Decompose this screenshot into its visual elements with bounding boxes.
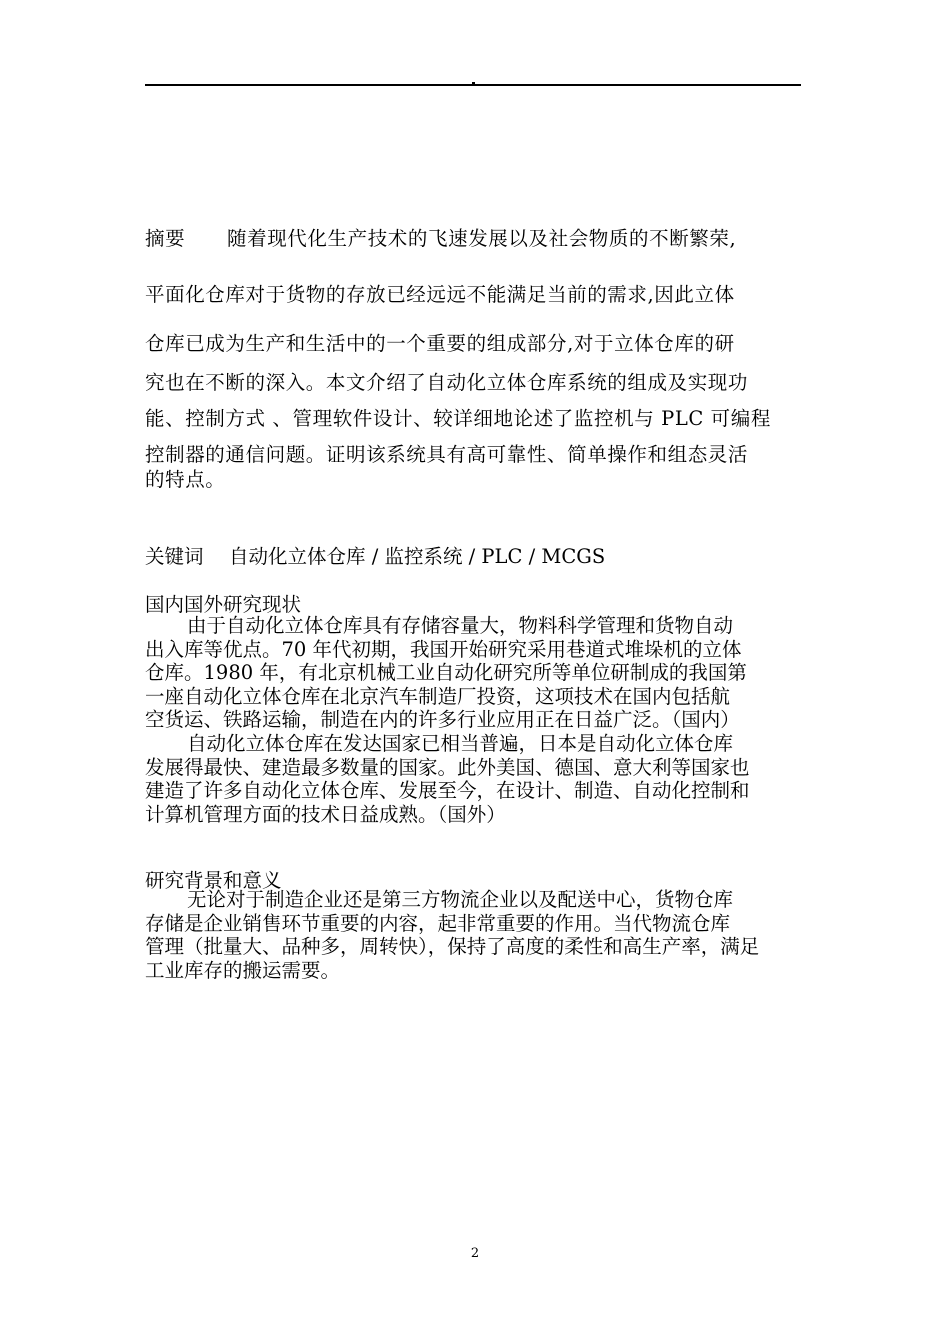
section-heading-research-status: 国内国外研究现状 — [145, 593, 302, 616]
abstract-line — [145, 223, 736, 251]
abstract-line: 仓库已成为生产和生活中的一个重要的组成部分,对于立体仓库的研 — [145, 332, 735, 355]
keywords-text: 自动化立体仓库 / 监控系统 / PLC / MCGS — [229, 545, 606, 568]
paragraph-line: 出入库等优点。70 年代初期，我国开始研究采用巷道式堆垛机的立体 — [145, 637, 742, 661]
page-number: 2 — [470, 1246, 480, 1261]
paragraph-line: 存储是企业销售环节重要的内容，起非常重要的作用。当代物流仓库 — [145, 911, 731, 935]
section-body-research-status — [145, 614, 807, 826]
abstract-line: 能、控制方式 、管理软件设计、较详细地论述了监控机与 PLC 可编程 — [145, 407, 771, 430]
paragraph-line: 管理（批量大、品种多，周转快），保持了高度的柔性和高生产率，满足 — [145, 935, 760, 959]
paragraph-line: 一座自动化立体仓库在北京汽车制造厂投资，这项技术在国内包括航 — [145, 684, 731, 708]
paragraph-line: 计算机管理方面的技术日益成熟。（国外） — [145, 802, 506, 826]
section-heading-background: 研究背景和意义 — [145, 869, 282, 892]
section-body-background — [145, 888, 807, 982]
paragraph-line-text: 自动化立体仓库在发达国家已相当普遍，日本是自动化立体仓库 — [187, 731, 734, 755]
paragraph-line: 仓库。1980 年，有北京机械工业自动化研究所等单位研制成的我国第 — [145, 661, 747, 685]
paragraph-line-text: 无论对于制造企业还是第三方物流企业以及配送中心，货物仓库 — [187, 888, 734, 911]
paragraph-line — [145, 614, 807, 638]
abstract-line: 究也在不断的深入。本文介绍了自动化立体仓库系统的组成及实现功 — [145, 371, 749, 394]
paragraph-line — [145, 888, 807, 912]
abstract-label: 摘要 — [145, 227, 186, 250]
paragraph-line: 建造了许多自动化立体仓库、发展至今，在设计、制造、自动化控制和 — [145, 779, 750, 803]
paragraph-line — [145, 732, 807, 756]
keywords-label: 关键词 — [145, 545, 204, 568]
header-rule-mark — [472, 82, 475, 85]
abstract-line-text: 随着现代化生产技术的飞速发展以及社会物质的不断繁荣, — [227, 227, 737, 250]
paragraph-line-text: 由于自动化立体仓库具有存储容量大，物料科学管理和货物自动 — [187, 614, 734, 637]
abstract-line: 的特点。 — [145, 468, 226, 491]
abstract-line: 控制器的通信问题。证明该系统具有高可靠性、简单操作和组态灵活 — [145, 443, 749, 466]
abstract-line: 平面化仓库对于货物的存放已经远远不能满足当前的需求,因此立体 — [145, 283, 735, 306]
paragraph-line: 空货运、铁路运输，制造在内的许多行业应用正在日益广泛。（国内） — [145, 708, 740, 732]
paragraph-line: 工业库存的搬运需要。 — [145, 958, 341, 982]
paragraph-line: 发展得最快、建造最多数量的国家。此外美国、德国、意大利等国家也 — [145, 755, 750, 779]
keywords-line — [145, 541, 605, 569]
